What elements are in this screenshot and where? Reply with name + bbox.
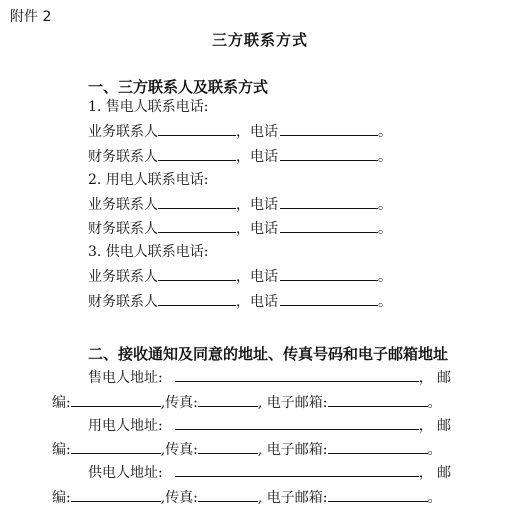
phone-label: ，电话 (236, 269, 278, 285)
phone-blank[interactable] (280, 121, 378, 136)
phone-blank[interactable] (280, 218, 378, 233)
contact-label: 业务联系人 (88, 124, 158, 140)
email-blank[interactable] (328, 487, 428, 502)
group-1-title: 1. 售电人联系电话: (88, 99, 209, 115)
period: 。 (427, 395, 442, 411)
contact-detail-row (52, 439, 442, 459)
section-1-heading: 一、三方联系人及联系方式 (88, 78, 269, 96)
contact-row (88, 291, 392, 311)
email-label: , 电子邮箱: (257, 442, 328, 458)
email-blank[interactable] (328, 439, 428, 454)
phone-label: ，电话 (236, 124, 278, 140)
address-label: 用电人地址: (88, 418, 163, 434)
phone-label: ，电话 (236, 294, 278, 310)
contact-name-blank[interactable] (158, 218, 236, 233)
period: 。 (378, 197, 392, 213)
contact-label: 财务联系人 (88, 149, 158, 165)
email-blank[interactable] (328, 392, 428, 407)
address-label: 供电人地址: (88, 465, 163, 481)
contact-name-blank[interactable] (158, 266, 236, 281)
attachment-label: 附件 2 (10, 9, 52, 25)
phone-blank[interactable] (280, 291, 378, 306)
page-title: 三方联系方式 (211, 31, 308, 49)
address-blank[interactable] (175, 462, 419, 477)
fax-label: ,传真: (160, 442, 198, 458)
phone-label: ，电话 (236, 149, 278, 165)
group-2-title: 2. 用电人联系电话: (88, 172, 209, 188)
address-row (88, 415, 451, 435)
fax-label: ,传真: (160, 490, 198, 506)
contact-name-blank[interactable] (158, 121, 236, 136)
address-row (88, 462, 451, 482)
postcode-label: 编: (52, 490, 71, 506)
postcode-blank[interactable] (71, 487, 161, 502)
contact-name-blank[interactable] (158, 194, 236, 209)
postcode-prefix: ， 邮 (418, 418, 452, 434)
postcode-label: 编: (52, 395, 71, 411)
group-3-title: 3. 供电人联系电话: (88, 244, 209, 260)
contact-row (88, 194, 392, 214)
phone-blank[interactable] (280, 266, 378, 281)
postcode-prefix: ， 邮 (418, 370, 452, 386)
contact-row (88, 146, 392, 166)
fax-label: ,传真: (160, 395, 198, 411)
contact-label: 业务联系人 (88, 269, 158, 285)
address-blank[interactable] (175, 415, 419, 430)
fax-blank[interactable] (198, 439, 258, 454)
period: 。 (427, 490, 442, 506)
contact-row (88, 218, 392, 238)
address-label: 售电人地址: (88, 370, 163, 386)
postcode-label: 编: (52, 442, 71, 458)
section-2-heading: 二、接收通知及同意的地址、传真号码和电子邮箱地址 (88, 345, 449, 363)
contact-name-blank[interactable] (158, 291, 236, 306)
period: 。 (378, 294, 392, 310)
address-blank[interactable] (175, 367, 419, 382)
postcode-blank[interactable] (71, 392, 161, 407)
fax-blank[interactable] (198, 487, 258, 502)
contact-name-blank[interactable] (158, 146, 236, 161)
contact-detail-row (52, 392, 442, 412)
phone-blank[interactable] (280, 146, 378, 161)
address-row (88, 367, 451, 387)
contact-label: 财务联系人 (88, 294, 158, 310)
contact-label: 业务联系人 (88, 197, 158, 213)
phone-blank[interactable] (280, 194, 378, 209)
phone-label: ，电话 (236, 197, 278, 213)
contact-row (88, 266, 392, 286)
fax-blank[interactable] (198, 392, 258, 407)
period: 。 (427, 442, 442, 458)
postcode-blank[interactable] (71, 439, 161, 454)
postcode-prefix: ， 邮 (418, 465, 452, 481)
phone-label: ，电话 (236, 221, 278, 237)
period: 。 (378, 269, 392, 285)
period: 。 (378, 124, 392, 140)
contact-row (88, 121, 392, 141)
email-label: , 电子邮箱: (257, 490, 328, 506)
email-label: , 电子邮箱: (257, 395, 328, 411)
contact-label: 财务联系人 (88, 221, 158, 237)
period: 。 (378, 149, 392, 165)
contact-detail-row (52, 487, 442, 507)
period: 。 (378, 221, 392, 237)
